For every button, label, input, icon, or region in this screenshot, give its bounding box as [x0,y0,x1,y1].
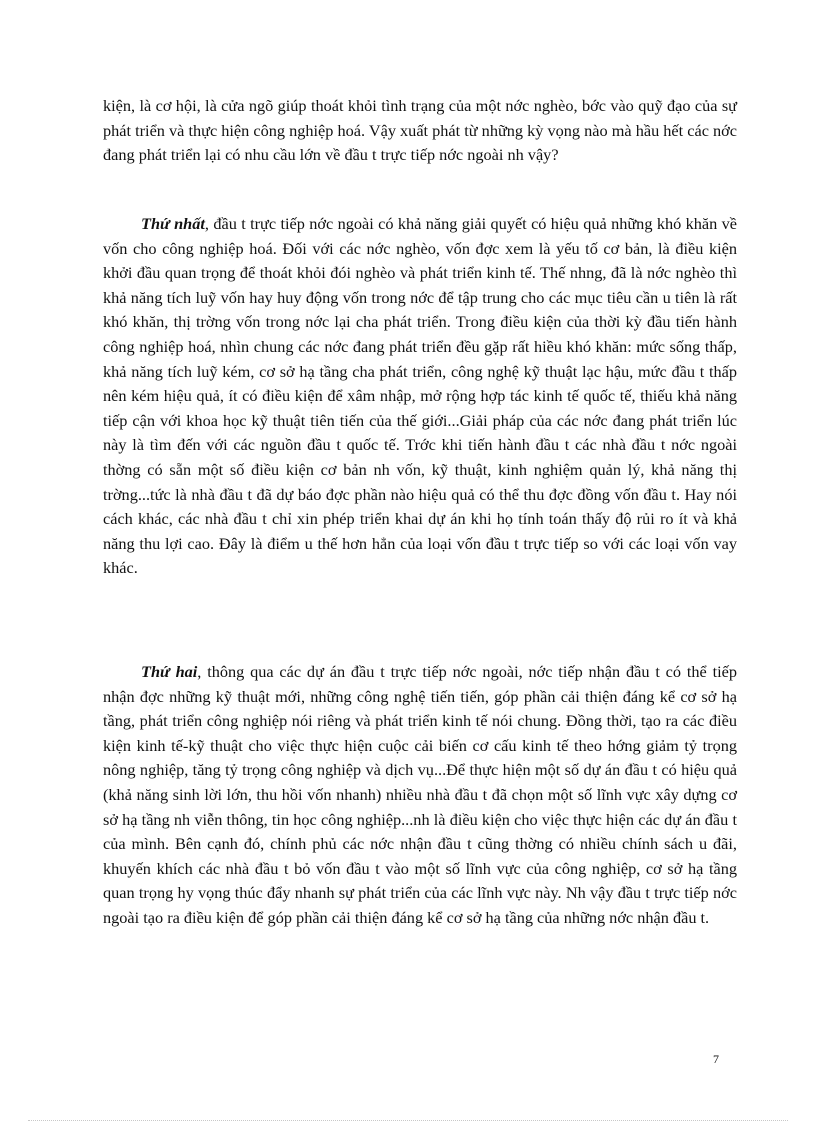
paragraph-1 [103,94,737,168]
footer-divider [28,1120,788,1121]
paragraph-3-lead: Thứ hai [141,662,198,681]
paragraph-3 [103,660,737,931]
paragraph-1-text: kiện, là cơ hội, là cửa ngõ giúp thoát khỏi tình trạng của một nớc nghèo, bớc vào quỹ đạo của sự phát triển và thực hiện công nghiệp hoá. Vậy xuất phát từ những kỳ vọng nào mà hầu hết các nớc đang phát triển lại có nhu cầu lớn về đầu t trực tiếp nớc ngoài nh vậy? [103,96,737,165]
paragraph-2 [103,212,737,581]
paragraph-2-text: , đầu t trực tiếp nớc ngoài có khả năng giải quyết có hiệu quả những khó khăn về vốn cho công nghiệp hoá. Đối với các nớc nghèo, vốn đợc xem là yếu tố cơ bản, là điều kiện khởi đầu quan trọng để thoát khỏi đói nghèo và phát triển kinh tế. Thế nhng, đã là nớc nghèo thì khả năng tích luỹ vốn hay huy động vốn trong nớc để tập trung cho các mục tiêu cần u tiên là rất khó khăn, thị trờng vốn trong nớc lại cha phát triển. Trong điều kiện của thời kỳ đầu tiến hành công nghiệp hoá, nhìn chung các nớc đang phát triển đều gặp rất hiều khó khăn: mức sống thấp, khả năng tích luỹ kém, cơ sở hạ tầng cha phát triển, công nghệ kỹ thuật lạc hậu, mức đầu t thấp nên kém hiệu quả, ít có điều kiện để xâm nhập, mở rộng hợp tác kinh tế quốc tế, thiếu khả năng tiếp cận với khoa học kỹ thuật tiên tiến của thế giới...Giải pháp của các nớc đang phát triển lúc này là tìm đến với các nguồn đầu t quốc tế. Trớc khi tiến hành đầu t các nhà đầu t nớc ngoài thờng có sẵn một số điều kiện cơ bản nh vốn, kỹ thuật, kinh nghiệm quản lý, khả năng thị trờng...tức là nhà đầu t đã dự báo đợc phần nào hiệu quả có thể thu đợc đồng vốn đầu t. Hay nói cách khác, các nhà đầu t chỉ xin phép triển khai dự án khi họ tính toán thấy độ rủi ro ít và khả năng thu lợi cao. Đây là điểm u thế hơn hẳn của loại vốn đầu t trực tiếp so với các loại vốn vay khác. [103,214,737,578]
paragraph-3-body [103,660,737,931]
page-number: 7 [713,1052,719,1066]
paragraph-2-lead: Thứ nhất [141,214,205,233]
paragraph-2-body [103,212,737,581]
paragraph-3-text: , thông qua các dự án đầu t trực tiếp nớc ngoài, nớc tiếp nhận đầu t có thể tiếp nhận đợc những kỹ thuật mới, những công nghệ tiến tiến, góp phần cải thiện đáng kể cơ sở hạ tầng, phát triển công nghiệp nói riêng và phát triển kinh tế nói chung. Đồng thời, tạo ra các điều kiện kinh tế-kỹ thuật cho việc thực hiện cuộc cải biến cơ cấu kinh tế theo hớng giảm tỷ trọng nông nghiệp, tăng tỷ trọng công nghiệp và dịch vụ...Để thực hiện một số dự án đầu t có hiệu quả (khả năng sinh lời lớn, thu hồi vốn nhanh) nhiều nhà đầu t đã chọn một số lĩnh vực xây dựng cơ sở hạ tầng nh viễn thông, tin học công nghiệp...nh là điều kiện cho việc thực hiện các dự án đầu t của mình. Bên cạnh đó, chính phủ các nớc nhận đầu t cũng thờng có nhiều chính sách u đãi, khuyến khích các nhà đầu t bỏ vốn đầu t vào một số lĩnh vực của công nghiệp, cơ sở hạ tầng quan trọng hy vọng thúc đẩy nhanh sự phát triển của các lĩnh vực này. Nh vậy đầu t trực tiếp nớc ngoài tạo ra điều kiện để góp phần cải thiện đáng kể cơ sở hạ tầng của những nớc nhận đầu t. [103,662,737,927]
